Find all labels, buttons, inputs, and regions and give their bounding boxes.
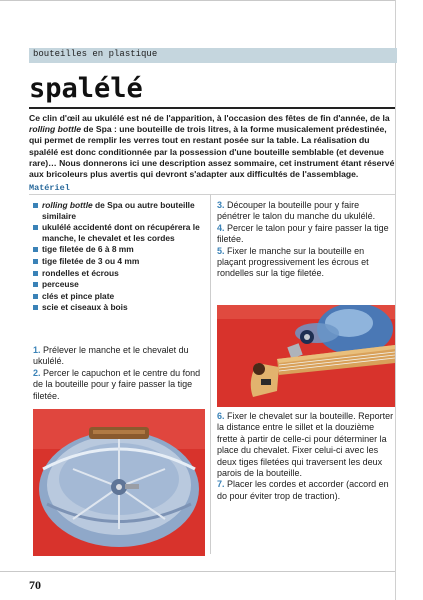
step-number: 4. [217,222,225,233]
step-item [217,200,395,223]
material-item [33,244,208,255]
step-text: Prélever le manche et le chevalet du ukulélé. [33,345,189,367]
step-text: Fixer le chevalet sur la bouteille. Reporter la distance entre le sillet et la douzième frette à partir de celle-ci pour déterminer la place du chevalet. Fixer celui-ci avec les deux tiges filetées qui traversent les deux parois de la bouteille. [217,411,394,479]
bottom-rule [0,571,395,572]
intro-text-1: Ce clin d'œil au ukulélé est né de l'apparition, à l'occasion des fêtes de fin d'année, de la [29,113,390,123]
page-title: spalélé [29,73,143,104]
neck-assembly-image [217,305,395,407]
material-text: clés et pince plate [42,290,115,301]
step-number: 7. [217,479,225,490]
page-number: 70 [29,578,41,592]
material-text: scie et ciseaux à bois [42,302,128,313]
material-item [33,302,208,313]
bullet-icon [33,259,38,264]
step-number: 6. [217,411,225,421]
top-rule [0,0,395,1]
margin-rule [395,0,396,600]
step-text: Placer les cordes et accorder (accord en do pour éviter trop de traction). [217,479,389,501]
step-item [33,345,205,368]
intro-italic: rolling bottle [29,124,82,135]
material-item [33,222,208,243]
material-italic: rolling bottle [42,200,93,210]
bullet-icon [33,282,38,287]
title-rule [29,107,395,109]
material-item [33,268,208,279]
step-item [217,246,395,280]
bottle-bottom-image [33,409,205,556]
material-text: rondelles et écrous [42,267,119,278]
step-item [217,223,395,246]
section-header-band [29,48,397,63]
material-text: tige filetée de 3 ou 4 mm [42,255,140,266]
material-item [33,256,208,267]
material-item [33,291,208,302]
material-text: tige filetée de 6 à 8 mm [42,244,134,255]
column-divider [210,194,211,554]
intro-text-2: de Spa : une bouteille de trois litres, à la forme musicalement prédestinée, qui permet de remplir les verres tout en restant posée sur la table. La réalisation du spalélé est donc conditionnée par la possession d'une bouteille semblable (et devenue rare)… Nous donnerons ici une description assez sommaire, cet instrument étant réservé aux bricoleurs plus avertis qui devront s'adapter aux difficultés de l'assemblage. [29,124,395,180]
bullet-icon [33,305,38,310]
bullet-icon [33,247,38,252]
steps-right-bottom [217,411,395,502]
material-text: perceuse [42,279,79,290]
step-text: Fixer le manche sur la bouteille en plaçant progressivement les écrous et rondelles sur la tige filetée. [217,245,369,279]
step-text: Percer le capuchon et le centre du fond de la bouteille pour y faire passer la tige filetée. [33,367,201,401]
material-item [33,279,208,290]
steps-left [33,345,205,402]
step-text: Découper la bouteille pour y faire pénétrer le talon du manche du ukulélé. [217,200,376,222]
step-text: Percer le talon pour y faire passer la tige filetée. [217,222,389,245]
materiel-label: Matériel [29,183,70,193]
step-item [217,479,395,502]
step-item [33,368,205,402]
steps-right-top [217,200,395,280]
step-number: 5. [217,245,225,256]
bullet-icon [33,203,38,208]
step-number: 1. [33,345,41,355]
step-item [217,411,395,479]
bullet-icon [33,225,38,230]
step-number: 2. [33,367,41,378]
step-number: 3. [217,200,225,210]
material-item [33,200,208,221]
materials-list [33,200,208,314]
section-header-label: bouteilles en plastique [33,49,158,59]
section-rule [29,194,395,195]
bullet-icon [33,271,38,276]
intro-paragraph [29,113,395,180]
material-text: ukulélé accidenté dont on récupérera le manche, le chevalet et les cordes [42,222,200,243]
material-text: de Spa ou autre bouteille similaire [42,200,195,221]
bottle-bottom-photo [33,409,205,556]
bullet-icon [33,294,38,299]
neck-assembly-photo [217,305,395,407]
